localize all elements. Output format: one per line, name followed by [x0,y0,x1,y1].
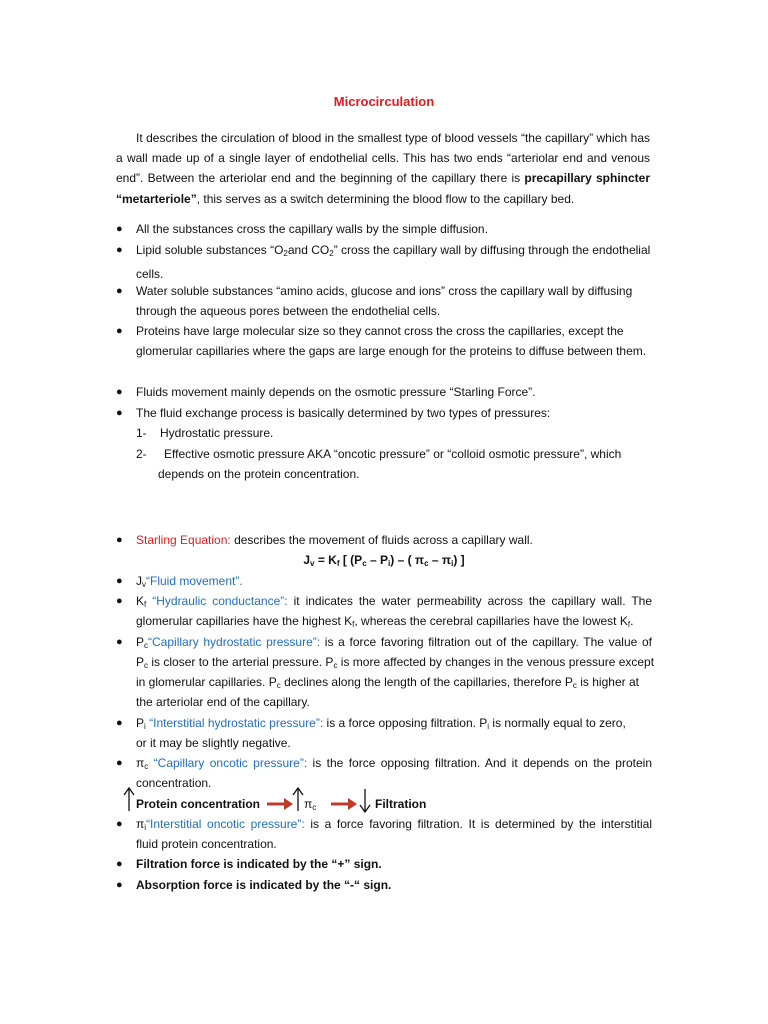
term-name: “Capillary hydrostatic pressure”: [148,635,321,649]
term-pii: $\pi_i“Interstitial$ oncotic pressure”: is a force favoring filtration. It is determined by the interstitial [136,817,652,832]
bullet-icon: ● [116,595,123,607]
flow-pi-label: $\pi_c$ [304,797,317,812]
intro-paragraph [116,128,650,209]
right-arrow-icon [266,797,294,811]
term-pic-continued: concentration. [136,776,212,790]
absorption-sign-note: Absorption force is indicated by the “-“ sign. [136,878,392,892]
numbered-index: 2- [136,447,147,461]
list-item: Proteins have large molecular size so they cannot cross the cross the capillaries, except the glomerular capillaries where the gaps are large enough for the proteins to diffuse between them. [136,324,647,359]
intro-text-end: , this serves as a switch determining the blood flow to the capillary bed. [196,191,575,206]
numbered-item: Effective osmotic pressure AKA “oncotic pressure” or “colloid osmotic pressure”, which [164,447,622,461]
starling-heading: Starling Equation: describes the movement of fluids across a capillary wall. [136,533,533,547]
bullet-icon: ● [116,879,123,891]
list-item: Water soluble substances “amino acids, glucose and ions” cross the capillary wall by diffusing through the aqueous pores between the endothelial cells. [136,284,633,319]
term-jv: $J_v“Fluid$ movement”. [136,574,243,589]
term-pic: $\pi_c$ “Capillary oncotic pressure”: is the force opposing filtration. And it depends on the protein [136,756,652,771]
bullet-icon: ● [116,223,123,235]
page-title: Microcirculation [333,94,435,109]
bullet-icon: ● [116,407,123,419]
list-item: Fluids movement mainly depends on the osmotic pressure “Starling Force”. [136,385,536,399]
bullet-icon: ● [116,858,123,870]
starling-equation: $J_v = K_f$ [ $(P_c - P_i)$ – ( $\pi_c - \pi_i$) ] [303,553,465,568]
term-pi: $P_i$ “Interstitial hydrostatic pressure”: is a force opposing filtration. $P_i$ is normally equal to zero, [136,716,626,731]
numbered-item-continued: depends on the protein concentration. [158,467,360,481]
bullet-icon: ● [116,285,123,297]
term-kf-continued: glomerular capillaries have the highest $K_f$, whereas the cerebral capillaries have the lowest $K_f$. [136,614,634,629]
list-item: The fluid exchange process is basically determined by two types of pressures: [136,406,551,420]
term-name: “Fluid movement”. [146,574,243,588]
bullet-icon: ● [116,325,123,337]
term-pc-continued: the arteriolar end of the capillary. [136,695,310,709]
list-item: All the substances cross the capillary walls by the simple diffusion. [136,222,488,236]
bullet-icon: ● [116,717,123,729]
term-pi-continued: or it may be slightly negative. [136,736,291,750]
flow-filtration-label: Filtration [375,797,427,811]
bullet-icon: ● [116,636,123,648]
numbered-index: 1- [136,426,147,440]
down-arrow-icon [358,788,372,814]
bullet-icon: ● [116,818,123,830]
filtration-sign-note: Filtration force is indicated by the “+” sign. [136,857,382,871]
intro-text: It describes the circulation of blood in the smallest type of blood vessels “the capillary” which has a wall made up of a single layer of endothelial cells. This has two ends “arteriolar end and venous end”. Between the arteriolar end and the beginning of the capillary there is [116,131,650,186]
bullet-icon: ● [116,575,123,587]
term-pc: $P_c“Capillary$ hydrostatic pressure”: is a force favoring filtration out of the capillary. The value of [136,635,652,650]
term-kf: $K_f$ “Hydraulic conductance”: it indicates the water permeability across the capillary wall. The [136,594,652,609]
term-pii-continued: fluid protein concentration. [136,837,277,851]
bullet-icon: ● [116,244,123,256]
flow-protein-label: Protein concentration [136,797,261,811]
term-pc-continued: $P_c$ is closer to the arterial pressure. $P_c$ is more affected by changes in the venous pressure except [136,655,655,670]
bullet-icon: ● [116,386,123,398]
term-name: “Interstitial oncotic pressure”: [146,817,305,831]
starling-label: Starling Equation: [136,533,231,547]
up-arrow-icon [291,786,305,812]
list-item: Lipid soluble substances “$O_2and$ $CO_2$” cross the capillary wall by diffusing through the endothelial cells. [136,243,651,282]
term-name: “Interstitial hydrostatic pressure”: [145,716,324,730]
up-arrow-icon [122,786,136,812]
bullet-icon: ● [116,534,123,546]
term-name: “Hydraulic conductance”: [146,594,288,608]
intro-bold-term: precapillary sphincter “metarteriole” [116,171,651,206]
term-pc-continued: in glomerular capillaries. $P_c$ declines along the length of the capillaries, therefore $P_c$ is higher at [136,675,639,690]
bullet-icon: ● [116,757,123,769]
numbered-item: Hydrostatic pressure. [160,426,274,440]
right-arrow-icon [330,797,358,811]
term-name: “Capillary oncotic pressure”: [148,756,308,770]
